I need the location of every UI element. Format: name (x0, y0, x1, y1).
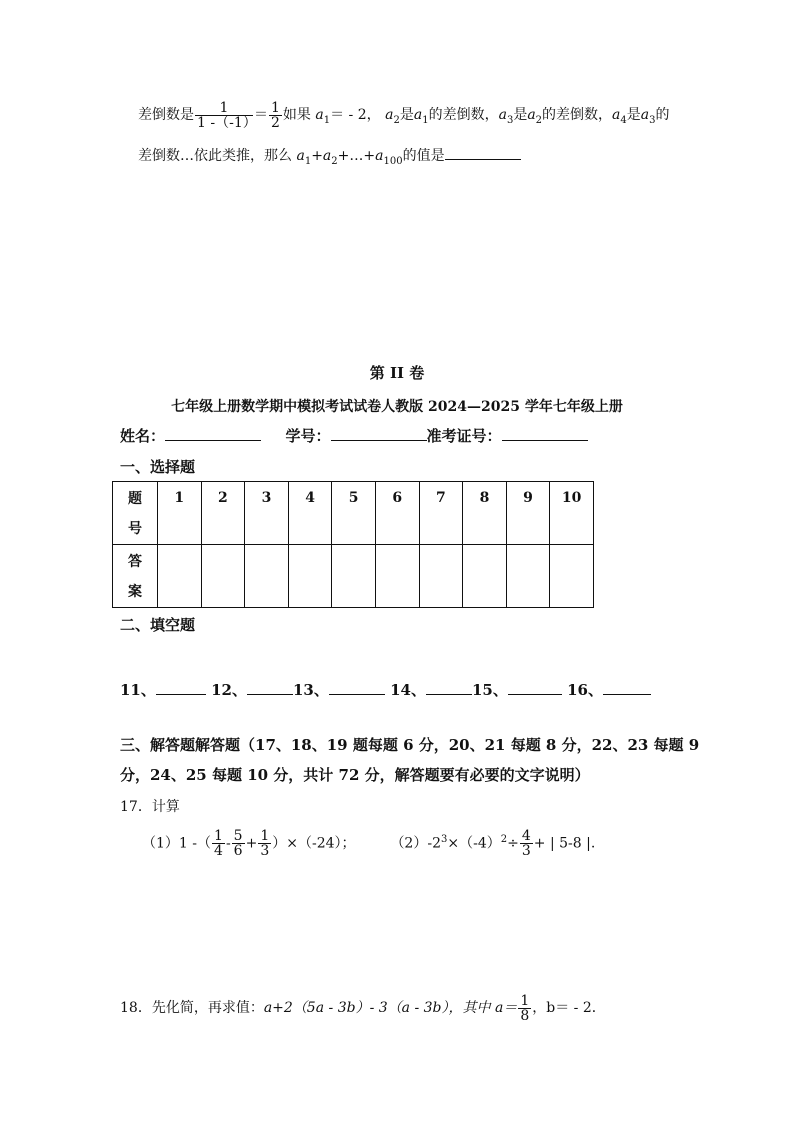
fraction-one-half: $\frac{1}{2}$ (271, 99, 280, 131)
fill-answer-row: 11、 12、 13、 14、 15、 16、 (120, 679, 651, 700)
answer-cell[interactable] (550, 545, 594, 608)
name-label: 姓名： (120, 427, 166, 445)
fraction-1-8: $\frac{1}{8}$ (520, 992, 530, 1024)
q18-line: 18．先化简，再求值：a+2（5a - 3b）- 3（a - 3b），其中 a＝ $\frac{1}{8}$ ，b＝ - 2． (120, 992, 606, 1024)
choice-answer-table (112, 481, 594, 608)
answer-cell[interactable] (245, 545, 289, 608)
answer-cell[interactable] (332, 545, 376, 608)
fill-blank-13[interactable] (329, 694, 385, 695)
name-field[interactable] (165, 440, 261, 441)
intro-line-1: 差倒数是 $\frac{1}{1 -(-1)}$ ＝ $\frac{1}{2}$ 如果 $a_1= - 2$， $a_2$是$a_1$的差倒数，$a_3$是$a_2$的差倒数，$a_4$是$a_3$的 (138, 99, 670, 131)
answer-cell[interactable] (375, 545, 419, 608)
answer-cell[interactable] (288, 545, 332, 608)
exam-number-label: 准考证号： (426, 427, 502, 445)
question-number-cell: 4 (288, 482, 332, 545)
student-id-field[interactable] (331, 440, 427, 441)
fraction-1-3: $\frac{1}{3}$ (260, 828, 270, 860)
intro-line-2: 差倒数…依此类推，那么 $a_1+a_2+\dots+a_{100}$的值是 (138, 146, 521, 172)
fill-blank-11[interactable] (156, 694, 206, 695)
fill-blank-12[interactable] (247, 694, 293, 695)
exam-number-field[interactable] (502, 440, 588, 441)
question-number-header: 题 号 (113, 482, 158, 545)
exam-subtitle: 七年级上册数学期中模拟考试试卷人教版 2024—2025 学年七年级上册 (171, 399, 623, 415)
student-id-label: 学号： (285, 427, 331, 445)
question-number-cell: 6 (375, 482, 419, 545)
question-number-cell: 2 (201, 482, 245, 545)
choice-heading: 一、选择题 (120, 458, 196, 476)
answer-header: 答 案 (113, 545, 158, 608)
question-number-cell: 3 (245, 482, 289, 545)
table-row (113, 482, 594, 545)
fraction-4-3: $\frac{4}{3}$ (521, 828, 531, 860)
solve-heading-line-1: 三、解答题解答题（17、18、19 题每题 6 分，20、21 每题 8 分，22、23 每题 9 (120, 736, 700, 754)
table-row (113, 545, 594, 608)
fill-blank-15[interactable] (508, 694, 562, 695)
fill-blank-14[interactable] (426, 694, 472, 695)
answer-blank[interactable] (445, 159, 521, 160)
q17-expressions: （1）1 -（ $\frac{1}{4}$ - $\frac{5}{6}$ + $\frac{1}{3}$ ）×（-24）； $(2)-2^3\times(-4)^2\div$ $\frac{4}{3}$ + | 5-8 |. (142, 828, 596, 860)
question-number-cell: 10 (550, 482, 594, 545)
question-number-cell: 8 (463, 482, 507, 545)
question-number-cell: 5 (332, 482, 376, 545)
question-number-cell: 7 (419, 482, 463, 545)
fill-heading: 二、填空题 (120, 616, 196, 634)
question-number-cell: 9 (506, 482, 550, 545)
question-number-cell: 1 (158, 482, 202, 545)
fill-blank-16[interactable] (603, 694, 651, 695)
fraction-1-4: $\frac{1}{4}$ (214, 828, 223, 860)
fraction-1-over-1-minus-neg1: $\frac{1}{1 -(-1)}$ (197, 99, 257, 131)
answer-cell[interactable] (419, 545, 463, 608)
fraction-5-6: $\frac{5}{6}$ (233, 828, 243, 860)
answer-cell[interactable] (158, 545, 202, 608)
answer-cell[interactable] (463, 545, 507, 608)
student-info-row (120, 425, 588, 446)
section-title: 第 II 卷 (369, 364, 425, 382)
answer-cell[interactable] (201, 545, 245, 608)
q17-label: 17．计算 (120, 799, 180, 815)
answer-cell[interactable] (506, 545, 550, 608)
solve-heading-line-2: 分，24、25 每题 10 分，共计 72 分，解答题要有必要的文字说明） (120, 766, 590, 784)
